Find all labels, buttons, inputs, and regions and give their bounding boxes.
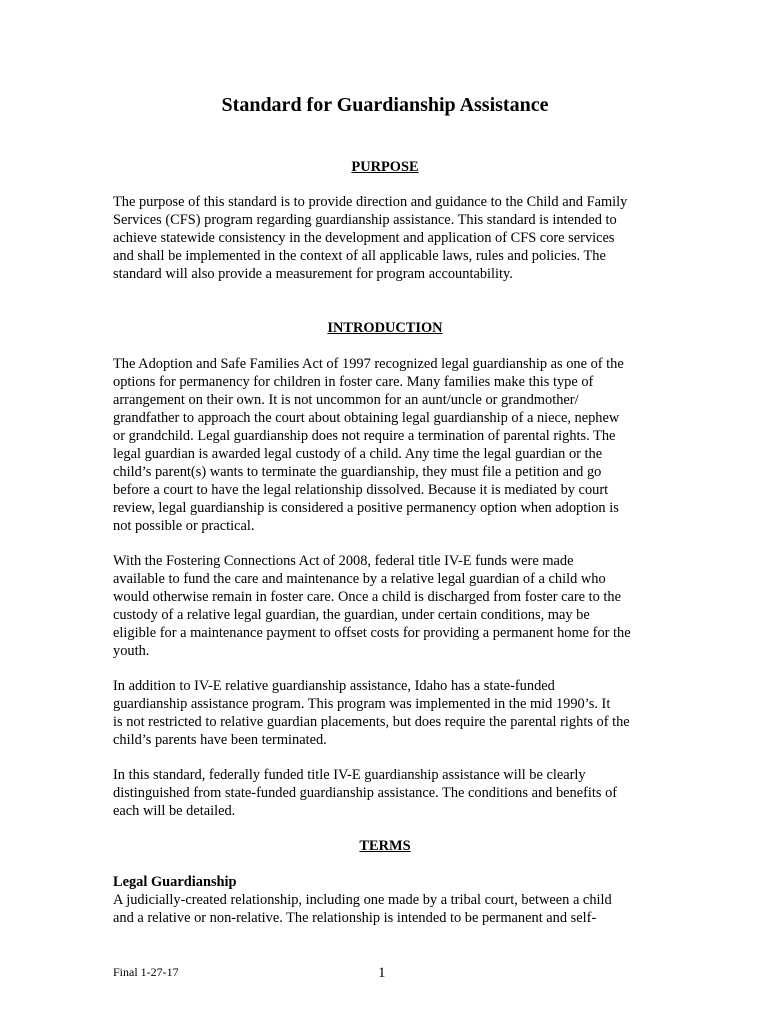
text-line: In addition to IV-E relative guardianship assistance, Idaho has a state-funded: [113, 678, 555, 694]
text-line: Services (CFS) program regarding guardianship assistance. This standard is intended to: [113, 212, 617, 228]
footer-version: Final 1-27-17: [113, 965, 179, 979]
purpose-heading: PURPOSE: [351, 159, 419, 175]
term-legal-guardianship-title: Legal Guardianship: [113, 874, 237, 890]
text-line: and shall be implemented in the context of all applicable laws, rules and policies. The: [113, 248, 606, 264]
text-line: options for permanency for children in foster care. Many families make this type of: [113, 374, 594, 390]
purpose-paragraph: [113, 193, 673, 283]
text-line: guardianship assistance program. This program was implemented in the mid 1990’s. It: [113, 696, 611, 712]
text-line: available to fund the care and maintenance by a relative legal guardian of a child who: [113, 571, 606, 587]
text-line: eligible for a maintenance payment to offset costs for providing a permanent home for the: [113, 625, 631, 641]
introduction-paragraph-2: [113, 552, 673, 660]
text-line: In this standard, federally funded title IV-E guardianship assistance will be clearly: [113, 767, 586, 783]
document-title: Standard for Guardianship Assistance: [221, 94, 549, 116]
text-line: before a court to have the legal relationship dissolved. Because it is mediated by court: [113, 482, 609, 498]
text-line: achieve statewide consistency in the development and application of CFS core services: [113, 230, 615, 246]
text-line: and a relative or non-relative. The relationship is intended to be permanent and self-: [113, 910, 597, 926]
text-line: review, legal guardianship is considered a positive permanency option when adoption is: [113, 500, 619, 516]
text-line: custody of a relative legal guardian, the guardian, under certain conditions, may be: [113, 607, 590, 623]
text-line: The purpose of this standard is to provide direction and guidance to the Child and Family: [113, 194, 628, 210]
text-line: grandfather to approach the court about obtaining legal guardianship of a niece, nephew: [113, 410, 620, 426]
text-line: The Adoption and Safe Families Act of 1997 recognized legal guardianship as one of the: [113, 356, 624, 372]
text-line: distinguished from state-funded guardianship assistance. The conditions and benefits of: [113, 785, 618, 801]
terms-heading: TERMS: [359, 838, 411, 854]
text-line: or grandchild. Legal guardianship does not require a termination of parental rights. The: [113, 428, 616, 444]
text-line: not possible or practical.: [113, 518, 255, 534]
text-line: arrangement on their own. It is not uncommon for an aunt/uncle or grandmother/: [113, 392, 579, 408]
text-line: A judicially-created relationship, including one made by a tribal court, between a child: [113, 892, 612, 908]
text-line: youth.: [113, 643, 150, 659]
text-line: legal guardian is awarded legal custody of a child. Any time the legal guardian or the: [113, 446, 603, 462]
text-line: is not restricted to relative guardian placements, but does require the parental rights of the: [113, 714, 630, 730]
term-legal-guardianship-definition: [113, 891, 673, 927]
text-line: standard will also provide a measurement for program accountability.: [113, 266, 513, 282]
page-number: 1: [378, 965, 386, 981]
introduction-paragraph-3: [113, 677, 673, 749]
introduction-heading: INTRODUCTION: [327, 320, 443, 336]
introduction-paragraph-4: [113, 766, 673, 820]
text-line: With the Fostering Connections Act of 2008, federal title IV-E funds were made: [113, 553, 574, 569]
text-line: each will be detailed.: [113, 803, 236, 819]
text-line: child’s parents have been terminated.: [113, 732, 327, 748]
introduction-paragraph-1: [113, 355, 673, 535]
text-line: would otherwise remain in foster care. Once a child is discharged from foster care to the: [113, 589, 622, 605]
text-line: child’s parent(s) wants to terminate the guardianship, they must file a petition and go: [113, 464, 602, 480]
